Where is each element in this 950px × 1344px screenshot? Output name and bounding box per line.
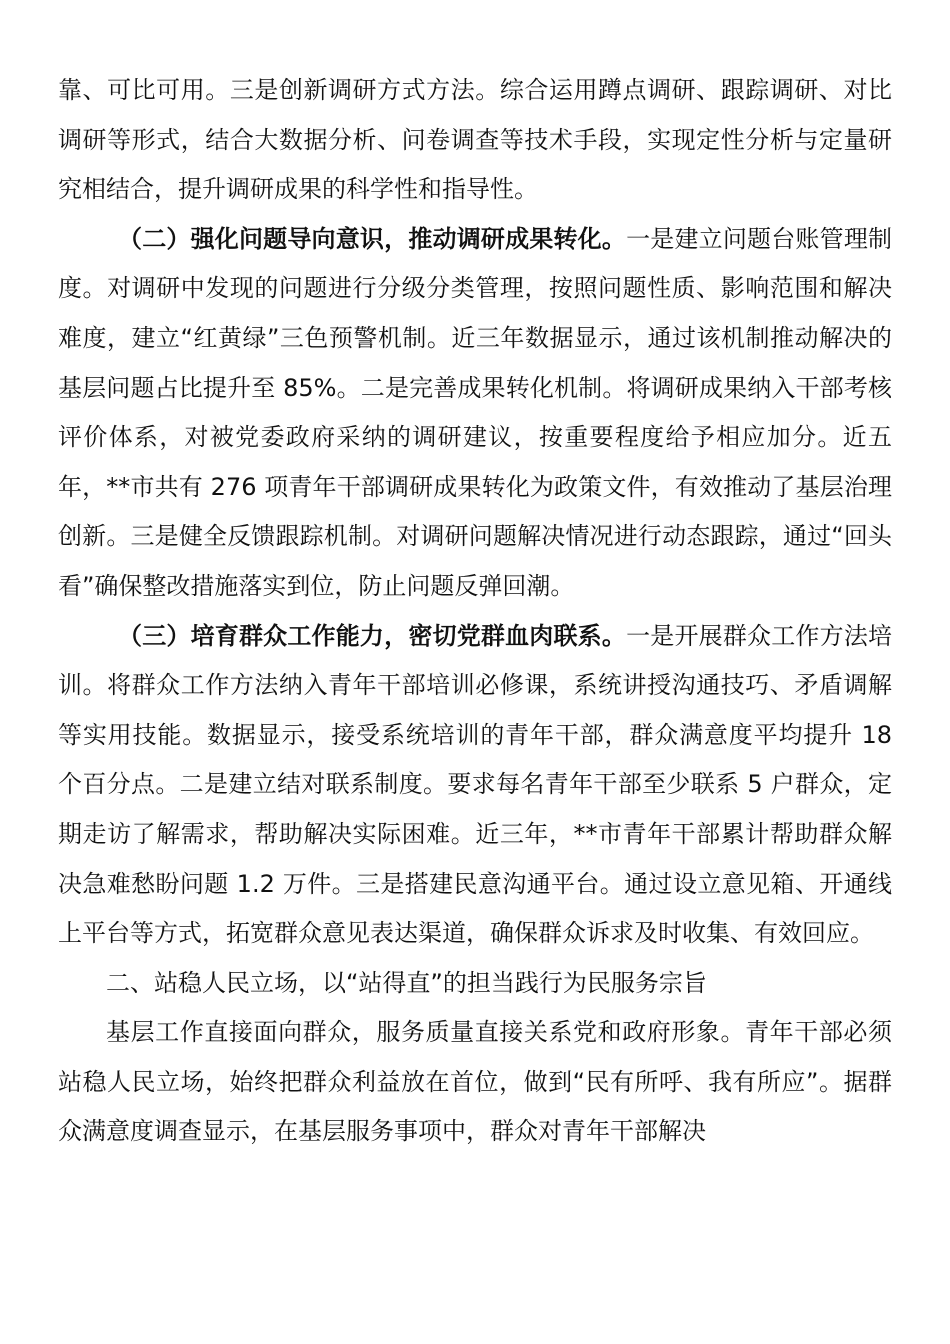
chapter-two-title: 二、站稳人民立场，以“站得直”的担当践行为民服务宗旨 [106,968,707,997]
paragraph-continuation: 靠、可比可用。三是创新调研方式方法。综合运用蹲点调研、跟踪调研、对比调研等形式，结合大数据分析、问卷调查等技术手段，实现定性分析与定量研究相结合，提升调研成果的科学性和指导性。 [58,76,892,204]
section-two [58,215,892,612]
section-two-heading: （二）强化问题导向意识，推动调研成果转化。 [118,224,627,253]
section-three-heading: （三）培育群众工作能力，密切党群血肉联系。 [118,621,627,650]
section-three-body: 一是开展群众工作方法培训。将群众工作方法纳入青年干部培训必修课，系统讲授沟通技巧、矛盾调解等实用技能。数据显示，接受系统培训的青年干部，群众满意度平均提升 18 个百分点。二是建立结对联系制度。要求每名青年干部至少联系 5 户群众，定期走访了解需求，帮助解决实际困难。近三年，**市青年干部累计帮助群众解决急难愁盼问题 1.2 万件。三是搭建民意沟通平台。通过设立意见箱、开通线上平台等方式，拓宽群众意见表达渠道，确保群众诉求及时收集、有效回应。 [58,621,893,948]
section-two-body: 一是建立问题台账管理制度。对调研中发现的问题进行分级分类管理，按照问题性质、影响范围和解决难度，建立“红黄绿”三色预警机制。近三年数据显示，通过该机制推动解决的基层问题占比提升至 85%。二是完善成果转化机制。将调研成果纳入干部考核评价体系，对被党委政府采纳的调研建议，按重要程度给予相应加分。近五年，**市共有 276 项青年干部调研成果转化为政策文件，有效推动了基层治理创新。三是健全反馈跟踪机制。对调研问题解决情况进行动态跟踪，通过“回头看”确保整改措施落实到位，防止问题反弹回潮。 [58,224,893,600]
section-three [58,612,892,959]
paragraph-chapter-two-intro: 基层工作直接面向群众，服务质量直接关系党和政府形象。青年干部必须站稳人民立场，始终把群众利益放在首位，做到“民有所呼、我有所应”。据群众满意度调查显示，在基层服务事项中，群众对青年干部解决 [58,1018,892,1146]
document-page [58,66,892,1157]
